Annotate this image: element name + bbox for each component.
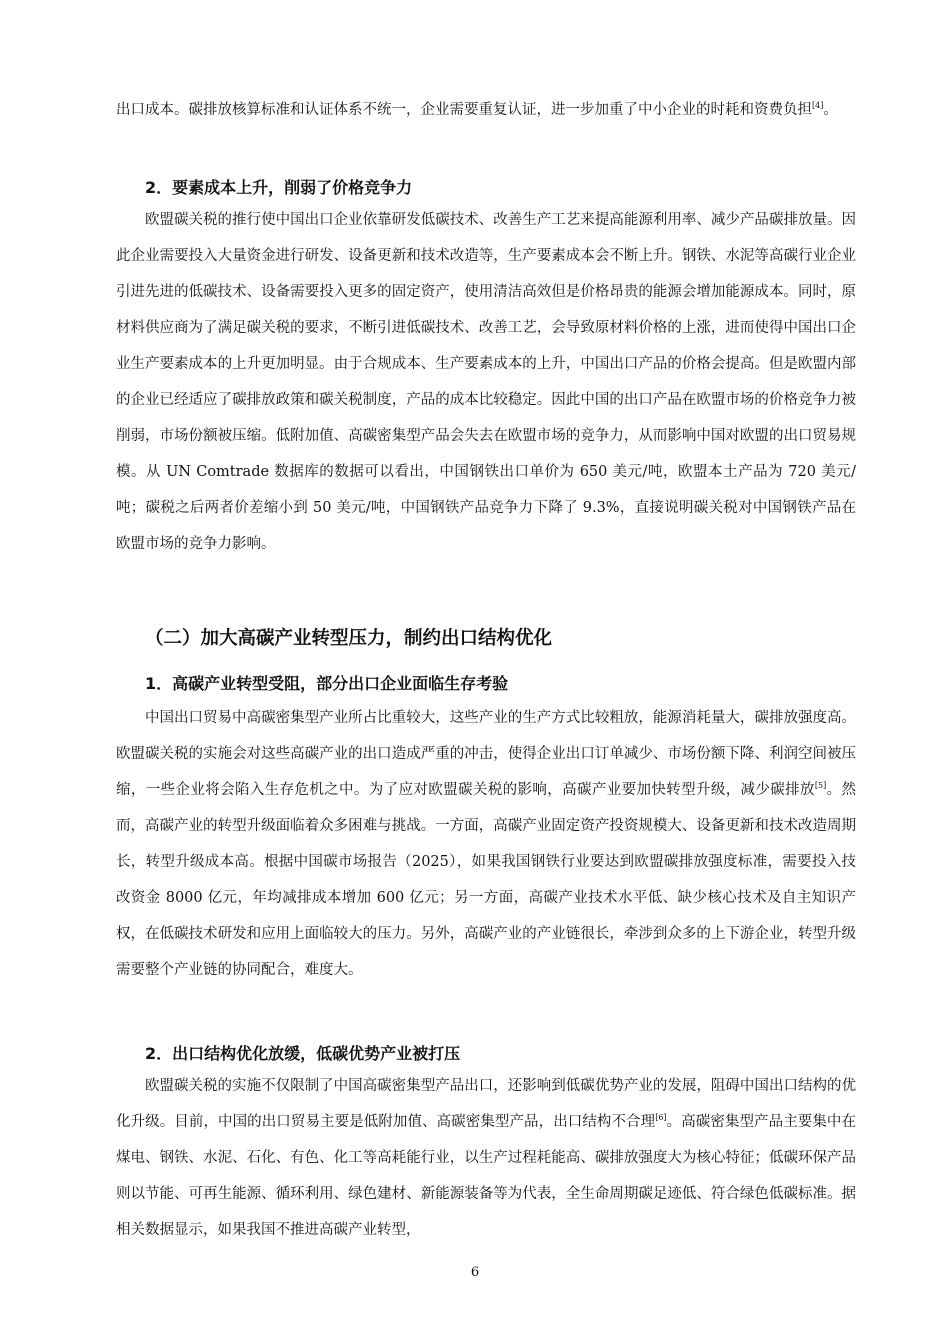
citation-ref-5: [5] [814, 781, 827, 791]
citation-ref-4: [4] [812, 101, 824, 111]
paragraph-text: 中国出口贸易中高碳密集型产业所占比重较大，这些产业的生产方式比较粗放，能源消耗量大，碳排放强度高。欧盟碳关税的实施会对这些高碳产业的出口造成严重的冲击，使得企业出口订单减少、市场份额下降、利润空间被压缩，一些企业将会陷入生存危机之中。为了应对欧盟碳关税的影响，高碳产业要加快转型升级，减少碳排放 [116, 710, 856, 798]
page-number: 6 [470, 1265, 480, 1280]
subheading-transition: 1．高碳产业转型受阻，部分出口企业面临生存考验 [145, 674, 509, 693]
citation-ref-6: [6] [655, 1113, 667, 1123]
paragraph-text-end: 。高碳密集型产品主要集中在煤电、钢铁、水泥、石化、有色、化工等高耗能行业，以生产过程耗能高、碳排放强度大为核心特征；低碳环保产品则以节能、可再生能源、循环利用、绿色建材、新能源装备等为代表，全生命周期碳足迹低、符合绿色低碳标准。据相关数据显示，如果我国不推进高碳产业转型， [116, 1114, 856, 1238]
paragraph-export-structure [116, 1068, 856, 1248]
paragraph-factor-cost: 欧盟碳关税的推行使中国出口企业依靠研发低碳技术、改善生产工艺来提高能源利用率、减少产品碳排放量。因此企业需要投入大量资金进行研发、设备更新和技术改造等，生产要素成本会不断上升。钢铁、水泥等高碳行业企业引进先进的低碳技术、设备需要投入更多的固定资产，使用清洁高效但是价格昂贵的能源会增加能源成本。同时，原材料供应商为了满足碳关税的要求，不断引进低碳技术、改善工艺，会导致原材料价格的上涨，进而使得中国出口企业生产要素成本的上升更加明显。由于合规成本、生产要素成本的上升，中国出口产品的价格会提高。但是欧盟内部的企业已经适应了碳排放政策和碳关税制度，产品的成本比较稳定。因此中国的出口产品在欧盟市场的价格竞争力被削弱，市场份额被压缩。低附加值、高碳密集型产品会失去在欧盟市场的竞争力，从而影响中国对欧盟的出口贸易规模。从 UN Comtrade 数据库的数据可以看出，中国钢铁出口单价为 650 美元/吨，欧盟本土产品为 720 美元/吨；碳税之后两者价差缩小到 50 美元/吨，中国钢铁产品竞争力下降了 9.3%，直接说明碳关税对中国钢铁产品在欧盟市场的竞争力影响。 [116, 212, 856, 552]
paragraph-transition [116, 700, 856, 988]
paragraph-text-end: 。 [823, 102, 838, 118]
paragraph-text-end: 。然而，高碳产业的转型升级面临着众多困难与挑战。一方面，高碳产业固定资产投资规模大、设备更新和技术改造周期长，转型升级成本高。根据中国碳市场报告（2025），如果我国钢铁行业要达到欧盟碳排放强度标准，需要投入技改资金 8000 亿元，年均减排成本增加 600 亿元；另一方面，高碳产业技术水平低、缺少核心技术及自主知识产权，在低碳技术研发和应用上面临较大的压力。另外，高碳产业的产业链很长，牵涉到众多的上下游企业，转型升级需要整个产业链的协同配合，难度大。 [116, 782, 857, 978]
paragraph-continued [116, 92, 856, 128]
section-heading-2: （二）加大高碳产业转型压力，制约出口结构优化 [145, 628, 553, 649]
paragraph-text: 欧盟碳关税的实施不仅限制了中国高碳密集型产品出口，还影响到低碳优势产业的发展，阻碍中国出口结构的优化升级。目前，中国的出口贸易主要是低附加值、高碳密集型产品，出口结构不合理 [116, 1078, 856, 1130]
paragraph-text: 出口成本。碳排放核算标准和认证体系不统一，企业需要重复认证，进一步加重了中小企业的时耗和资费负担 [116, 102, 812, 118]
subheading-factor-cost: 2．要素成本上升，削弱了价格竞争力 [145, 178, 413, 197]
subheading-export-structure: 2．出口结构优化放缓，低碳优势产业被打压 [145, 1044, 461, 1063]
